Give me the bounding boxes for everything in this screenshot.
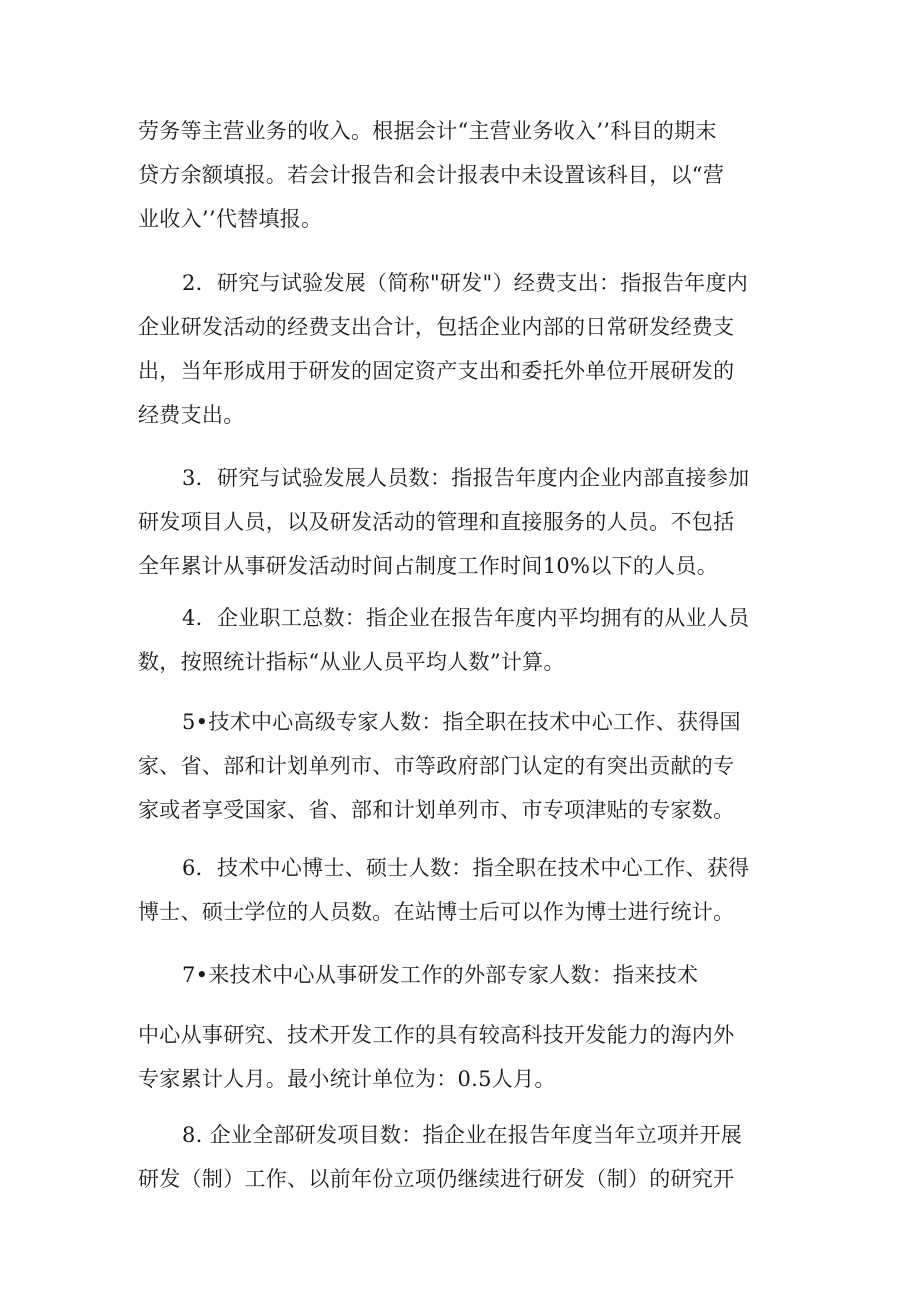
- text-line: 经费支出。: [138, 403, 245, 427]
- text-line: 家或者享受国家、省、部和计划单列市、市专项津贴的专家数。: [138, 798, 735, 822]
- text-line: 贷方余额填报。若会计报告和会计报表中未设置该科目，以“营: [138, 163, 725, 187]
- text-line: 中心从事研究、技术开发工作的具有较高科技开发能力的海内外: [138, 1023, 735, 1047]
- paragraph-doctors-masters: [138, 846, 793, 934]
- text-line: 研发项目人员，以及研发活动的管理和直接服务的人员。不包括: [138, 510, 735, 534]
- text-line: 全年累计从事研发活动时间占制度工作时间10%以下的人员。: [138, 554, 719, 578]
- text-line: 出，当年形成用于研发的固定资产支出和委托外单位开展研发的: [138, 359, 735, 383]
- text-line: 企业研发活动的经费支出合计，包括企业内部的日常研发经费支: [138, 315, 735, 339]
- text-line: 2．研究与试验发展（简称"研发"）经费支出：指报告年度内: [182, 271, 749, 295]
- text-line: 家、省、部和计划单列市、市等政府部门认定的有突出贡献的专: [138, 754, 735, 778]
- text-line: 博士、硕士学位的人员数。在站博士后可以作为博士进行统计。: [138, 900, 735, 924]
- paragraph-external-experts-body: [138, 1013, 793, 1101]
- text-line: 8. 企业全部研发项目数：指企业在报告年度当年立项并开展: [182, 1123, 743, 1147]
- text-line: 专家累计人月。最小统计单位为：0.5人月。: [138, 1067, 556, 1091]
- paragraph-external-experts-heading: [138, 953, 793, 997]
- paragraph-rd-expenditure: [138, 261, 793, 437]
- text-line: 劳务等主营业务的收入。根据会计“主营业务收入’’科目的期末: [138, 119, 717, 143]
- text-line: 业收入’’代替填报。: [138, 207, 323, 231]
- text-line: 5•技术中心高级专家人数：指全职在技术中心工作、获得国: [182, 710, 741, 734]
- paragraph-rd-projects: [138, 1113, 793, 1201]
- text-line: 6．技术中心博士、硕士人数：指全职在技术中心工作、获得: [182, 856, 750, 880]
- paragraph-total-employees: [138, 596, 793, 684]
- text-line: 4．企业职工总数：指企业在报告年度内平均拥有的从业人员: [182, 606, 750, 630]
- text-line: 数，按照统计指标“从业人员平均人数”计算。: [138, 650, 565, 674]
- paragraph-senior-experts: [138, 700, 793, 832]
- text-line: 3．研究与试验发展人员数：指报告年度内企业内部直接参加: [182, 466, 750, 490]
- text-line: 7•来技术中心从事研发工作的外部专家人数：指来技术: [182, 963, 699, 987]
- paragraph-rd-personnel: [138, 456, 793, 588]
- text-line: 研发（制）工作、以前年份立项仍继续进行研发（制）的研究开: [138, 1167, 735, 1191]
- paragraph-main-business-income: [138, 109, 793, 241]
